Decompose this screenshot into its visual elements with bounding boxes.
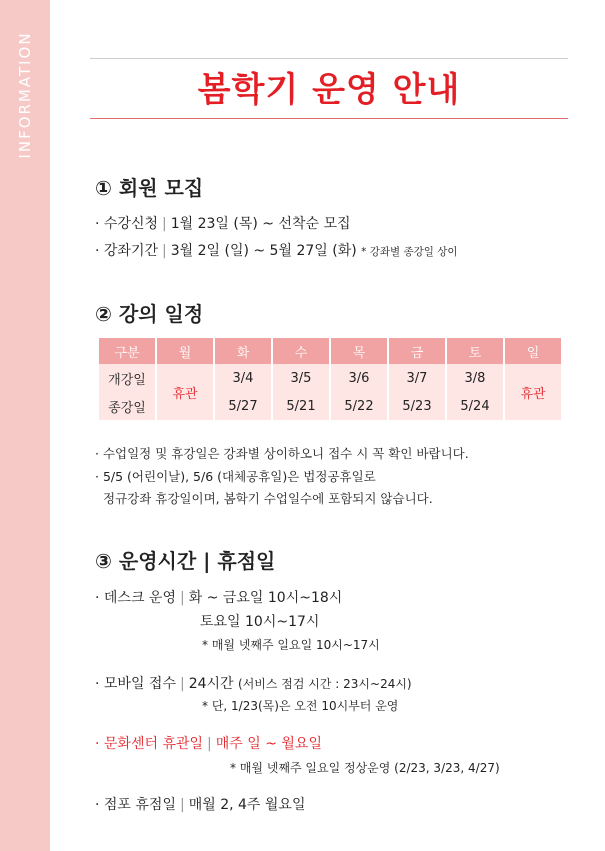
mobile-row <box>95 673 412 693</box>
row-label: 종강일 <box>99 392 155 420</box>
sidebar-strip <box>0 0 50 851</box>
section3-heading: ③ 운영시간 | 휴점일 <box>95 549 276 573</box>
mobile-value: 24시간 <box>188 676 234 692</box>
signup-value: 1월 23일 (목) ~ 선착순 모집 <box>170 216 351 232</box>
schedule-note: 정규강좌 휴강일이며, 봄학기 수업일수에 포함되지 않습니다. <box>103 491 433 506</box>
col-header: 금 <box>389 338 445 364</box>
table-cell: 3/8 <box>447 364 503 392</box>
sunday-closed: 휴관 <box>505 364 561 420</box>
table-cell: 3/5 <box>273 364 329 392</box>
schedule-note: · 5/5 (어린이날), 5/6 (대체공휴일)은 법정공휴일로 <box>95 469 376 484</box>
col-header: 구분 <box>99 338 155 364</box>
desk-label: · 데스크 운영 <box>95 590 176 606</box>
col-header: 토 <box>447 338 503 364</box>
culture-label: · 문화센터 휴관일 <box>95 736 204 752</box>
separator: | <box>179 797 185 813</box>
separator: | <box>162 216 167 232</box>
monday-closed: 휴관 <box>157 364 213 420</box>
desk-hours-saturday: 토요일 10시~17시 <box>200 614 320 630</box>
col-header: 목 <box>331 338 387 364</box>
section2-heading: ② 강의 일정 <box>95 302 204 326</box>
table-cell: 5/24 <box>447 392 503 420</box>
desk-hours-weekday: 화 ~ 금요일 10시~18시 <box>188 590 343 606</box>
title-top-rule <box>90 58 568 59</box>
table-cell: 3/4 <box>215 364 271 392</box>
col-header: 일 <box>505 338 561 364</box>
schedule-header-row <box>99 338 561 364</box>
period-value: 3월 2일 (일) ~ 5월 27일 (화) <box>170 243 357 259</box>
table-cell: 5/22 <box>331 392 387 420</box>
separator: | <box>207 736 212 752</box>
table-cell: 3/6 <box>331 364 387 392</box>
section1-heading: ① 회원 모집 <box>95 176 204 200</box>
row-label: 개강일 <box>99 364 155 392</box>
mobile-label: · 모바일 접수 <box>95 676 176 692</box>
table-cell: 5/27 <box>215 392 271 420</box>
store-row <box>95 794 305 814</box>
separator: | <box>162 243 167 259</box>
culture-note: * 매월 넷째주 일요일 정상운영 (2/23, 3/23, 4/27) <box>230 761 500 775</box>
culture-value: 매주 일 ~ 월요일 <box>215 736 322 752</box>
desk-row <box>95 587 342 607</box>
period-row <box>95 240 458 260</box>
table-cell: 5/21 <box>273 392 329 420</box>
table-cell: 3/7 <box>389 364 445 392</box>
schedule-note: · 수업일정 및 휴강일은 강좌별 상이하오니 접수 시 꼭 확인 바랍니다. <box>95 446 469 461</box>
separator: | <box>179 676 185 692</box>
page-title: 봄학기 운영 안내 <box>197 70 461 110</box>
col-header: 월 <box>157 338 213 364</box>
table-cell: 5/23 <box>389 392 445 420</box>
period-label: · 강좌기간 <box>95 243 158 259</box>
mobile-maintenance: (서비스 점검 시간 : 23시~24시) <box>238 677 412 691</box>
title-bottom-rule <box>90 118 568 119</box>
sidebar-label: INFORMATION <box>16 31 34 159</box>
signup-label: · 수강신청 <box>95 216 158 232</box>
separator: | <box>179 590 185 606</box>
col-header: 수 <box>273 338 329 364</box>
table-row <box>99 364 561 392</box>
store-label: · 점포 휴점일 <box>95 797 176 813</box>
schedule-table <box>97 338 563 420</box>
col-header: 화 <box>215 338 271 364</box>
culture-center-row <box>95 733 322 753</box>
store-value: 매월 2, 4주 월요일 <box>188 797 306 813</box>
mobile-note: * 단, 1/23(목)은 오전 10시부터 운영 <box>202 699 399 713</box>
period-note: * 강좌별 종강일 상이 <box>361 246 458 258</box>
desk-note: * 매월 넷째주 일요일 10시~17시 <box>202 638 380 652</box>
signup-row <box>95 213 351 233</box>
